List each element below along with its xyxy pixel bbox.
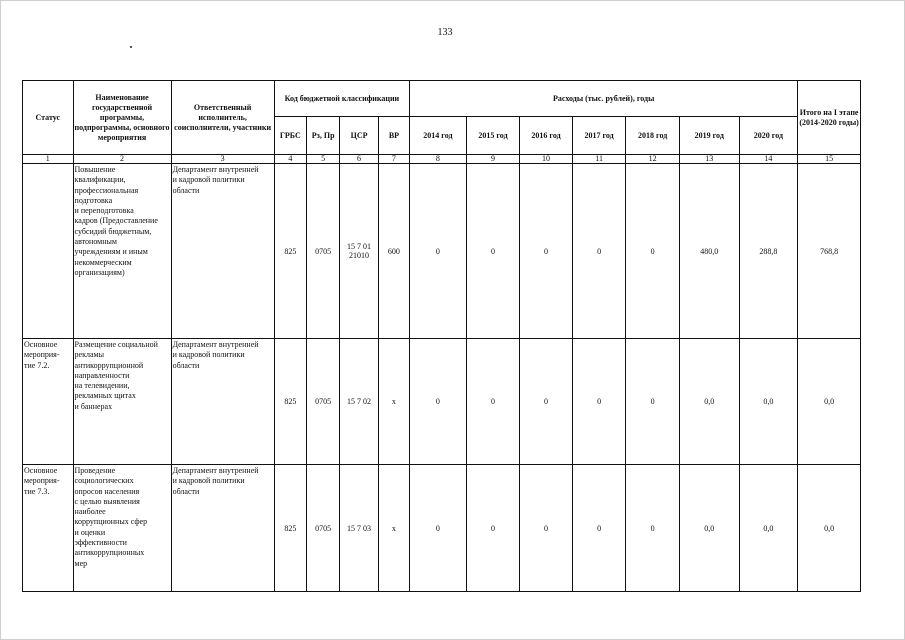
header-status: Статус [23,81,74,155]
grbs-cell: 825 [274,164,306,339]
header-name: Наименование государственной программы, подпрограммы, основного мероприятия [73,81,171,155]
column-number: 15 [798,155,861,164]
amount-2014-cell: 0 [410,164,467,339]
column-number: 14 [739,155,798,164]
total-cell: 768,8 [798,164,861,339]
amount-2017-cell: 0 [572,339,626,465]
header-year-2020: 2020 год [739,117,798,155]
table-row [23,465,861,592]
column-number: 13 [679,155,739,164]
amount-2017-cell: 0 [572,164,626,339]
header-budget-code: Код бюджетной классификации [274,81,409,117]
column-number: 4 [274,155,306,164]
header-total: Итого на I этапе (2014-2020 годы) [798,81,861,155]
amount-2016-cell: 0 [520,164,573,339]
amount-2015-cell: 0 [466,339,520,465]
rzpr-cell: 0705 [307,339,340,465]
column-number: 3 [171,155,274,164]
header-row-1 [23,81,861,117]
amount-2020-cell: 288,8 [739,164,798,339]
amount-2016-cell: 0 [520,465,573,592]
column-number: 6 [340,155,378,164]
budget-table [22,80,861,592]
amount-2018-cell: 0 [626,465,680,592]
vr-cell: x [378,339,409,465]
column-number: 10 [520,155,573,164]
header-year-2019: 2019 год [679,117,739,155]
amount-2014-cell: 0 [410,339,467,465]
amount-2018-cell: 0 [626,339,680,465]
amount-2015-cell: 0 [466,465,520,592]
header-expenses: Расходы (тыс. рублей), годы [410,81,798,117]
rzpr-cell: 0705 [307,164,340,339]
table-row [23,164,861,339]
total-cell: 0,0 [798,465,861,592]
header-year-2015: 2015 год [466,117,520,155]
amount-2020-cell: 0,0 [739,465,798,592]
page-number: 133 [437,27,453,38]
grbs-cell: 825 [274,339,306,465]
amount-2017-cell: 0 [572,465,626,592]
header-grbs: ГРБС [274,117,306,155]
responsible-cell: Департамент внутренней и кадровой политики области [171,339,274,465]
amount-2016-cell: 0 [520,339,573,465]
status-cell: Основное мероприя- тие 7.2. [23,339,74,465]
scan-speck [130,46,132,48]
rzpr-cell: 0705 [307,465,340,592]
total-cell: 0,0 [798,339,861,465]
activity-name-cell: Размещение социальной рекламы антикоррупционной направленности на телевидении, рекламных щитах и баннерах [73,339,171,465]
header-year-2016: 2016 год [520,117,573,155]
column-number: 8 [410,155,467,164]
column-number: 5 [307,155,340,164]
vr-cell: 600 [378,164,409,339]
grbs-cell: 825 [274,465,306,592]
column-number: 11 [572,155,626,164]
column-number: 12 [626,155,680,164]
responsible-cell: Департамент внутренней и кадровой политики области [171,164,274,339]
amount-2018-cell: 0 [626,164,680,339]
status-cell [23,164,74,339]
amount-2019-cell: 0,0 [679,465,739,592]
header-year-2014: 2014 год [410,117,467,155]
header-responsible: Ответственный исполнитель, соисполнители, участники [171,81,274,155]
column-number: 9 [466,155,520,164]
column-number: 2 [73,155,171,164]
amount-2020-cell: 0,0 [739,339,798,465]
csr-cell: 15 7 03 [340,465,378,592]
column-number-row [23,155,861,164]
column-number: 7 [378,155,409,164]
column-number: 1 [23,155,74,164]
header-year-2017: 2017 год [572,117,626,155]
vr-cell: x [378,465,409,592]
table-row [23,339,861,465]
activity-name-cell: Повышение квалификации, профессиональная подготовка и переподготовка кадров (Предоставление субсидий бюджетным, автономным учреждениям и иным некоммерческим организациям) [73,164,171,339]
amount-2015-cell: 0 [466,164,520,339]
header-csr: ЦСР [340,117,378,155]
header-vr: ВР [378,117,409,155]
status-cell: Основное мероприя- тие 7.3. [23,465,74,592]
amount-2019-cell: 0,0 [679,339,739,465]
responsible-cell: Департамент внутренней и кадровой политики области [171,465,274,592]
csr-cell: 15 7 01 21010 [340,164,378,339]
amount-2019-cell: 480,0 [679,164,739,339]
amount-2014-cell: 0 [410,465,467,592]
csr-cell: 15 7 02 [340,339,378,465]
header-year-2018: 2018 год [626,117,680,155]
header-rzpr: Рз, Пр [307,117,340,155]
activity-name-cell: Проведение социологических опросов населения с целью выявления наиболее коррупционных сфер и оценки эффективности антикоррупционных мер [73,465,171,592]
